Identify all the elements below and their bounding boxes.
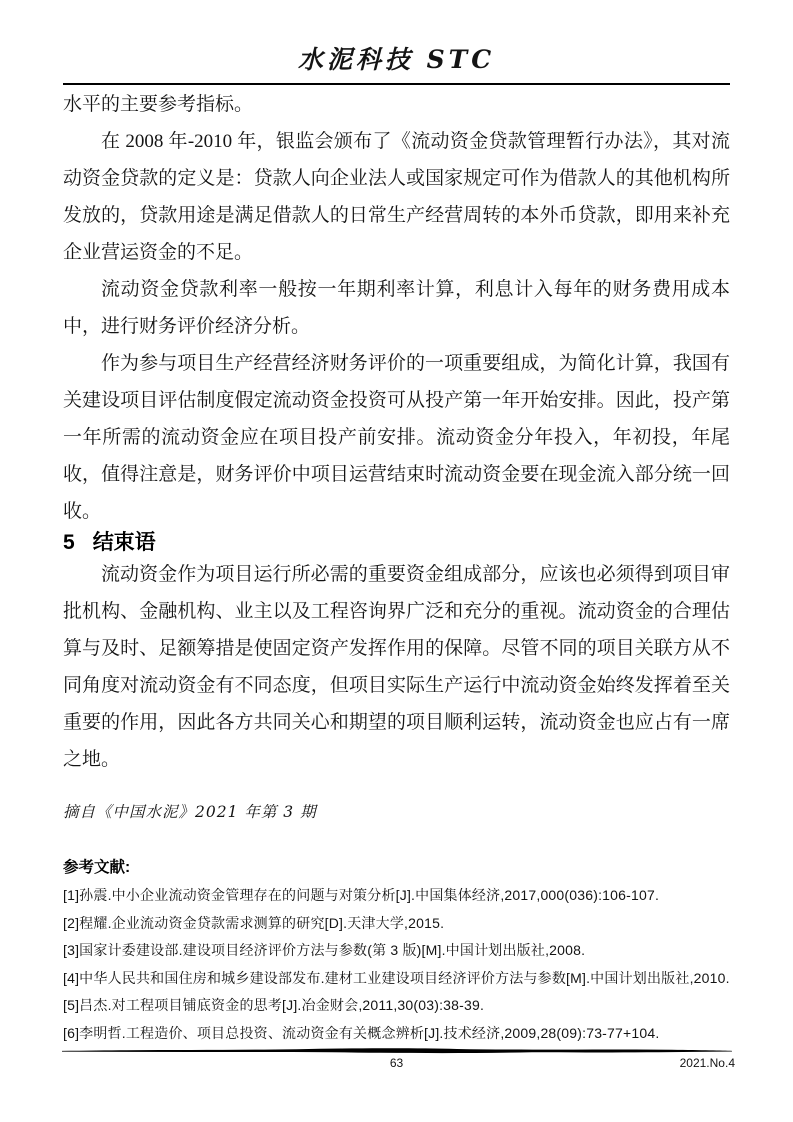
reference-item: [5]吕杰.对工程项目铺底资金的思考[J].冶金财会,2011,30(03):38-39.	[63, 997, 485, 1013]
section-title: 结束语	[92, 531, 156, 554]
paragraph-loan-definition: 在 2008 年-2010 年，银监会颁布了《流动资金贷款管理暂行办法》，其对流动资金贷款的定义是：贷款人向企业法人或国家规定可作为借款人的其他机构所发放的，贷款用途是满足借款人的日常生产经营周转的本外币贷款，即用来补充企业营运资金的不足。	[63, 131, 730, 263]
reference-item: [6]李明哲.工程造价、项目总投资、流动资金有关概念辨析[J].技术经济,2009,28(09):73-77+104.	[63, 1024, 660, 1041]
paragraph-interest-rate: 流动资金贷款利率一般按一年期利率计算，利息计入每年的财务费用成本中，进行财务评价经济分析。	[63, 279, 730, 337]
journal-title: 水泥科技 STC	[297, 45, 496, 74]
section-heading	[63, 530, 730, 556]
references-heading: 参考文献:	[63, 859, 131, 876]
source-note: 摘自《中国水泥》2021 年第 3 期	[63, 803, 317, 821]
page-number: 63	[389, 1056, 404, 1070]
header-rule	[63, 83, 730, 85]
references-list	[63, 882, 730, 1047]
paragraph-conclusion: 流动资金作为项目运行所必需的重要资金组成部分，应该也必须得到项目审批机构、金融机构、业主以及工程咨询界广泛和充分的重视。流动资金的合理估算与及时、足额筹措是使固定资产发挥作用的保障。尽管不同的项目关联方从不同角度对流动资金有不同态度，但项目实际生产运行中流动资金始终发挥着至关重要的作用，因此各方共同关心和期望的项目顺利运转，流动资金也应占有一席之地。	[63, 564, 730, 770]
section-number: 5	[63, 531, 75, 554]
reference-item: [4]中华人民共和国住房和城乡建设部发布.建材工业建设项目经济评价方法与参数[M].中国计划出版社,2010.	[63, 969, 730, 986]
continuation-line: 水平的主要参考指标。	[63, 94, 254, 115]
reference-item: [3]国家计委建设部.建设项目经济评价方法与参数(第 3 版)[M].中国计划出版社,2008.	[63, 942, 586, 958]
reference-item: [1]孙震.中小企业流动资金管理存在的问题与对策分析[J].中国集体经济,2017,000(036):106-107.	[63, 887, 660, 903]
reference-item: [2]程耀.企业流动资金贷款需求测算的研究[D].天津大学,2015.	[63, 914, 445, 931]
footer-rule	[62, 1047, 732, 1055]
article-body	[63, 86, 730, 1047]
issue-label: 2021.No.4	[679, 1056, 735, 1070]
paragraph-evaluation: 作为参与项目生产经营经济财务评价的一项重要组成，为简化计算，我国有关建设项目评估制度假定流动资金投资可从投产第一年开始安排。因此，投产第一年所需的流动资金应在项目投产前安排。流动资金分年投入，年初投，年尾收，值得注意是，财务评价中项目运营结束时流动资金要在现金流入部分统一回收。	[63, 353, 730, 522]
